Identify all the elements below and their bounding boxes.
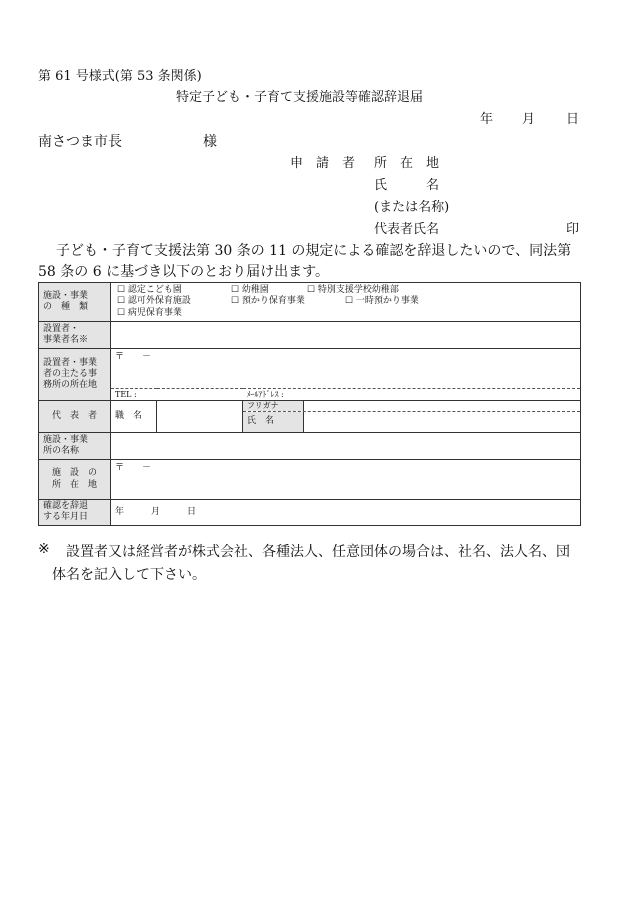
note-line-2: 体名を記入して下さい。 <box>52 567 206 583</box>
label-line: 務所の所在地 <box>43 380 98 391</box>
intro-line-1: 子ども・子育て支援法第 30 条の 11 の規定による確認を辞退したいので、同法第 <box>56 243 572 259</box>
date-day-label: 日 <box>566 112 580 127</box>
label-line: 施設・事業 <box>43 434 89 445</box>
label-line: 設置者・ <box>43 323 80 334</box>
furigana-label <box>243 401 304 411</box>
operator-name-field[interactable] <box>111 322 581 349</box>
postal-mark-2: 〒 － <box>115 463 152 473</box>
intro-line-2: 58 条の 6 に基づき以下のとおり届け出ます。 <box>38 264 329 280</box>
facility-type-label <box>39 283 111 322</box>
date-month-label: 月 <box>522 112 536 127</box>
facility-type-row <box>39 283 581 322</box>
label-line: フリガナ <box>247 401 279 410</box>
label-line: の 種 類 <box>43 302 89 312</box>
form-title: 特定子ども・子育て支援施設等確認辞退届 <box>176 90 424 105</box>
applicant-address-label: 所 在 地 <box>374 156 440 171</box>
checkbox-azukari-hoiku[interactable]: ☐ 預かり保育事業 <box>231 296 305 307</box>
office-address-row <box>39 349 581 389</box>
note-mark: ※ <box>38 541 50 557</box>
confirmation-withdrawal-table <box>38 282 581 526</box>
checkbox-byouji-hoiku[interactable]: ☐ 病児保育事業 <box>117 307 182 318</box>
operator-name-row <box>39 322 581 349</box>
label-line: 施設・事業 <box>43 290 89 301</box>
email-field[interactable] <box>243 389 581 401</box>
label-line: 所の名称 <box>43 446 80 456</box>
rep-name-row <box>243 412 581 433</box>
facility-name-label <box>39 433 111 460</box>
facility-name-field[interactable] <box>111 433 581 460</box>
office-address-field[interactable] <box>111 349 581 389</box>
withdrawal-date-label <box>39 500 111 526</box>
position-label-cell <box>111 401 157 433</box>
date-year-label: 年 <box>480 112 494 127</box>
withdrawal-date-field[interactable] <box>111 500 581 526</box>
label-line: 代 表 者 <box>51 410 97 421</box>
facility-name-row <box>39 433 581 460</box>
checkbox-tokubetsu-shien[interactable]: ☐ 特別支援学校幼稚部 <box>307 285 399 296</box>
label-line: 確認を辞退 <box>43 501 89 511</box>
applicant-rep-name-label: 代表者氏名 <box>374 222 440 237</box>
position-label: 職 名 <box>115 410 143 421</box>
furigana-row <box>243 401 581 412</box>
operator-name-label <box>39 322 111 349</box>
label-line: 氏 名 <box>247 416 275 427</box>
seal-mark: 印 <box>566 222 580 237</box>
postal-mark: 〒 － <box>115 352 152 362</box>
email-label: ﾒｰﾙｱﾄﾞﾚｽ : <box>246 389 284 399</box>
checkbox-nintei-kodomoen[interactable]: ☐ 認定こども園 <box>117 285 182 296</box>
rep-name-label <box>243 412 304 432</box>
tel-field[interactable] <box>111 389 243 401</box>
rep-name-field[interactable] <box>304 412 581 432</box>
applicant-heading: 申 請 者 <box>290 156 356 171</box>
applicant-name-label: 氏 名 <box>374 178 440 193</box>
addressee: 南さつま市長 <box>38 134 122 150</box>
label-line: 者の主たる事 <box>43 368 98 379</box>
checkbox-ninkagai-hoiku[interactable]: ☐ 認可外保育施設 <box>117 296 191 307</box>
form-code: 第 61 号様式(第 53 条関係) <box>38 69 202 84</box>
checkbox-ichiji-azukari[interactable]: ☐ 一時預かり事業 <box>345 296 419 307</box>
label-line: 施 設 の <box>51 468 97 479</box>
date-placeholder: 年 月 日 <box>115 506 197 517</box>
representative-label <box>39 401 111 433</box>
office-contact-row <box>39 389 581 401</box>
note-line-1: 設置者又は経営者が株式会社、各種法人、任意団体の場合は、社名、法人名、団 <box>66 544 570 560</box>
furigana-field[interactable] <box>304 401 581 411</box>
position-field[interactable] <box>157 401 243 433</box>
office-address-label <box>39 349 111 401</box>
withdrawal-date-row <box>39 500 581 526</box>
facility-address-label <box>39 460 111 500</box>
tel-label: TEL : <box>115 389 137 399</box>
facility-address-field[interactable] <box>111 460 581 500</box>
representative-row <box>39 401 581 412</box>
facility-address-row <box>39 460 581 500</box>
label-line: する年月日 <box>43 512 89 523</box>
label-line: 事業者名※ <box>43 335 89 345</box>
label-line: 設置者・事業 <box>43 357 98 368</box>
addressee-honorific: 様 <box>203 134 217 150</box>
applicant-or-name-label: (または名称) <box>374 200 450 215</box>
checkbox-youchien[interactable]: ☐ 幼稚園 <box>231 285 269 296</box>
facility-type-options <box>111 283 581 322</box>
label-line: 所 在 地 <box>51 479 97 490</box>
